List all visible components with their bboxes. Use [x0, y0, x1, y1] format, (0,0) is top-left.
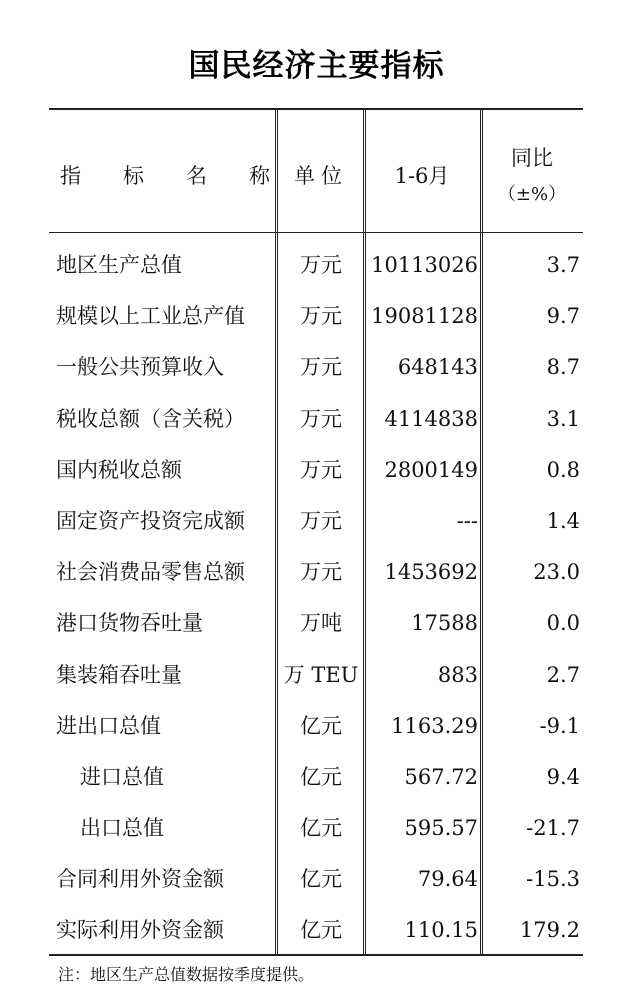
header-name-char: 指 [60, 164, 81, 188]
indicator-name: 出口总值 [80, 816, 164, 841]
header-name-char: 名 [186, 164, 207, 188]
indicator-yoy: 9.4 [546, 764, 580, 789]
indicator-value: 79.64 [417, 867, 478, 892]
table-row [0, 600, 633, 651]
indicator-name: 集装箱吞吐量 [56, 662, 182, 687]
indicator-yoy: 0.0 [546, 611, 580, 636]
indicator-yoy: 0.8 [546, 457, 580, 482]
table-row [0, 805, 633, 856]
indicator-value: 17588 [411, 611, 478, 636]
indicator-value: 1163.29 [391, 713, 478, 738]
indicator-yoy: -15.3 [526, 867, 580, 892]
indicator-value: 883 [437, 662, 478, 687]
table-row [0, 907, 633, 958]
indicator-value: 595.57 [404, 816, 478, 841]
indicator-unit: 万元 [300, 253, 342, 277]
indicator-unit: 万元 [300, 304, 342, 329]
indicator-unit: 万 TEU [283, 662, 359, 687]
table-row [0, 242, 633, 293]
indicator-value: 10113026 [371, 253, 478, 277]
indicator-yoy: -9.1 [539, 713, 580, 738]
indicator-name: 进出口总值 [56, 713, 161, 738]
indicator-name: 一般公共预算收入 [56, 355, 224, 380]
indicator-yoy: 3.7 [546, 253, 580, 277]
indicator-value: 648143 [397, 355, 478, 380]
indicator-unit: 亿元 [300, 816, 342, 841]
indicator-unit: 万元 [300, 508, 342, 533]
indicator-unit: 亿元 [300, 867, 342, 892]
indicator-unit: 亿元 [300, 713, 342, 738]
indicator-yoy: 8.7 [546, 355, 580, 380]
table-row [0, 498, 633, 549]
indicator-unit: 亿元 [300, 764, 342, 789]
header-indicator-name [60, 160, 270, 190]
table-row [0, 447, 633, 498]
header-yoy-unit: （±%） [497, 184, 567, 205]
indicator-yoy: 2.7 [546, 662, 580, 687]
indicator-value: 2800149 [384, 457, 478, 482]
indicator-yoy: 179.2 [519, 918, 580, 943]
header-yoy: 同比 [511, 146, 553, 170]
indicator-value: --- [456, 508, 478, 533]
indicator-unit: 万吨 [300, 611, 342, 636]
indicator-name: 固定资产投资完成额 [56, 508, 245, 533]
table-row [0, 344, 633, 395]
indicator-yoy: 1.4 [546, 508, 580, 533]
indicator-unit: 亿元 [300, 918, 342, 943]
indicator-name: 国内税收总额 [56, 457, 182, 482]
indicator-name: 港口货物吞吐量 [56, 611, 203, 636]
indicator-name: 进口总值 [80, 764, 164, 789]
indicator-name: 地区生产总值 [56, 253, 182, 277]
indicator-value: 19081128 [371, 304, 478, 329]
indicator-value: 4114838 [384, 406, 478, 431]
indicator-yoy: -21.7 [526, 816, 580, 841]
table-row [0, 856, 633, 907]
indicator-yoy: 3.1 [546, 406, 580, 431]
indicator-unit: 万元 [300, 406, 342, 431]
table-row [0, 652, 633, 703]
indicator-yoy: 9.7 [546, 304, 580, 329]
indicator-name: 实际利用外资金额 [56, 918, 224, 943]
indicator-unit: 万元 [300, 355, 342, 380]
header-name-char: 标 [123, 164, 144, 188]
header-unit: 单位 [294, 164, 348, 188]
indicator-name: 社会消费品零售总额 [56, 560, 245, 585]
table-row [0, 293, 633, 344]
table-top-rule [49, 108, 583, 110]
indicator-unit: 万元 [300, 560, 342, 585]
table-row [0, 754, 633, 805]
indicator-value: 110.15 [404, 918, 478, 943]
indicator-table-body [0, 242, 633, 959]
indicator-name: 规模以上工业总产值 [56, 304, 245, 329]
table-row [0, 396, 633, 447]
table-row [0, 703, 633, 754]
footnote: 注：地区生产总值数据按季度提供。 [58, 965, 315, 984]
indicator-name: 合同利用外资金额 [56, 867, 224, 892]
indicator-name: 税收总额（含关税） [56, 406, 245, 431]
header-divider-rule [49, 232, 583, 233]
table-row [0, 549, 633, 600]
indicator-yoy: 23.0 [533, 560, 580, 585]
indicator-value: 1453692 [384, 560, 478, 585]
indicator-value: 567.72 [404, 764, 478, 789]
indicator-unit: 万元 [300, 457, 342, 482]
header-name-char: 称 [249, 164, 270, 188]
header-period: 1-6月 [394, 164, 450, 188]
page-title: 国民经济主要指标 [188, 48, 445, 84]
